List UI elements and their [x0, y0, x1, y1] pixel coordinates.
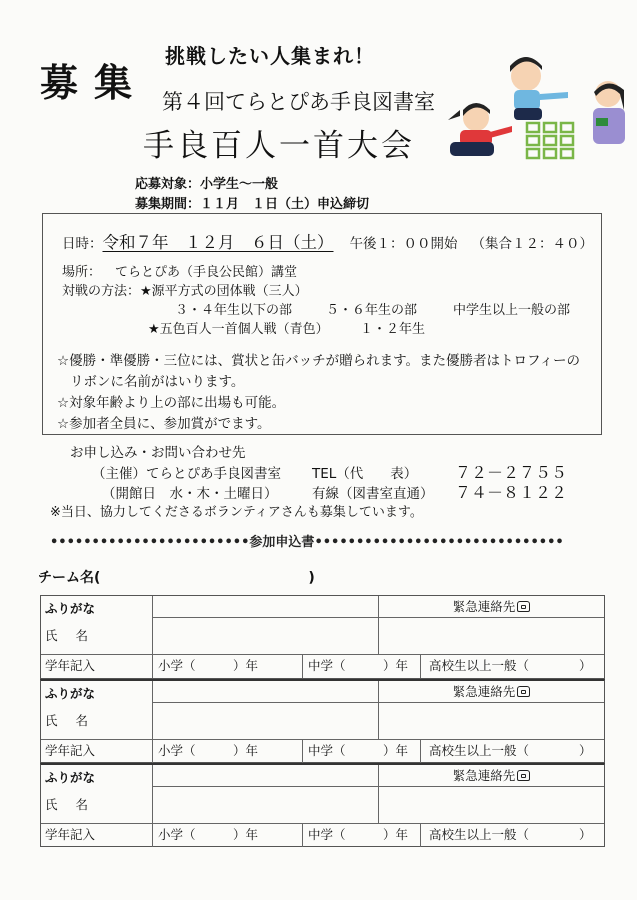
grade-label: 学年記入 [41, 823, 153, 847]
tel-number: ７２－２７５５ [455, 463, 568, 482]
grade-label: 学年記入 [41, 654, 153, 678]
period-label: 募集期間： [135, 197, 201, 212]
karuta-children-illustration [430, 50, 630, 165]
opening-days: （開館日 水・木・土曜日） [102, 486, 278, 502]
emergency-contact-input[interactable] [379, 618, 604, 654]
target-value: 小学生～一般 [200, 177, 279, 192]
grade-junior-high[interactable]: 中学（ ）年 [303, 823, 421, 847]
entry-block-3 [40, 763, 605, 847]
entry-block-1 [40, 595, 605, 679]
form-title: 参加申込書 [249, 535, 315, 550]
emergency-label-text: 緊急連絡先 [452, 768, 516, 783]
target-label: 応募対象： [135, 177, 201, 192]
gather-time: （集合１２：４０） [471, 236, 593, 252]
eligibility [135, 175, 369, 215]
grade-elementary[interactable]: 小学（ ）年 [153, 654, 303, 678]
furigana-label: ふりがな [45, 770, 96, 785]
volunteer-note: ※当日、協力してくださるボランティアさんも募集しています。 [50, 505, 423, 520]
grade-elementary[interactable]: 小学（ ）年 [153, 739, 303, 763]
emergency-contact-input[interactable] [379, 787, 604, 823]
furigana-input[interactable] [153, 765, 379, 787]
team-name-field[interactable] [38, 567, 315, 587]
note-1: ☆優勝・準優勝・三位には、賞状と缶バッチが贈られます。また優勝者はトロフィーの [57, 353, 580, 369]
emergency-label-text: 緊急連絡先 [452, 684, 516, 699]
contact-heading: お申し込み・お問い合わせ先 [70, 445, 246, 461]
place-label: 場所： [62, 265, 102, 280]
event-place [62, 261, 297, 280]
team-name-label: チーム名( [38, 570, 101, 586]
period-value: １１月 １日（土）申込締切 [200, 197, 370, 212]
furigana-label: ふりがな [45, 686, 96, 701]
furigana-label: ふりがな [45, 601, 96, 616]
emergency-contact-label [379, 681, 604, 703]
notes [57, 351, 580, 435]
grade-elementary[interactable]: 小学（ ）年 [153, 823, 303, 847]
division-1: ３・４年生以下の部 [175, 303, 293, 318]
grade-high-school-general[interactable]: 高校生以上一般（ ） [429, 827, 592, 842]
individual-grades: １・２年生 [360, 322, 426, 337]
grade-junior-high[interactable]: 中学（ ）年 [303, 654, 421, 678]
method-team [62, 280, 308, 299]
method-individual: ★五色百人一首個人戦（青色） [148, 322, 329, 337]
emergency-contact-label [379, 765, 604, 787]
emergency-contact-input[interactable] [379, 703, 604, 739]
grade-high-school-general[interactable]: 高校生以上一般（ ） [429, 658, 592, 673]
method-team-value: ★源平方式の団体戦（三人） [140, 284, 308, 299]
divider-dots-right: •••••••••••••••••••••••••••••• [314, 535, 564, 550]
entry-block-2 [40, 679, 605, 763]
place-value: てらとぴあ（手良公民館）講堂 [115, 265, 298, 280]
team-name-close: ) [308, 570, 315, 586]
division-2: ５・６年生の部 [326, 303, 418, 318]
event-date: 令和７年 １２月 ６日（土） [102, 233, 334, 252]
grade-junior-high[interactable]: 中学（ ）年 [303, 739, 421, 763]
furigana-input[interactable] [153, 596, 379, 618]
furigana-input[interactable] [153, 681, 379, 703]
divider-dots-left: •••••••••••••••••••••••• [50, 535, 250, 550]
start-time: 午後１：００開始 [349, 236, 458, 252]
tagline: 挑戦したい人集まれ！ [165, 44, 375, 68]
direct-number: ７４－８１２２ [455, 483, 568, 502]
name-label: 氏名 [45, 797, 107, 812]
phone-icon [517, 770, 530, 781]
subtitle: 第４回てらとぴあ手良図書室 [162, 90, 435, 114]
direct-label: 有線（図書室直通） [312, 486, 434, 502]
name-label: 氏名 [45, 628, 107, 643]
tel-label: TEL（代 表） [312, 466, 418, 482]
application-form-divider [50, 531, 564, 550]
boshu-heading: 募集 [40, 60, 149, 105]
page-title: 手良百人一首大会 [143, 128, 415, 164]
note-3: ☆参加者全員に、参加賞がでます。 [57, 416, 271, 432]
name-label: 氏名 [45, 713, 107, 728]
note-1-cont: リボンに名前がはいります。 [70, 374, 245, 390]
method-label: 対戦の方法： [62, 284, 141, 299]
grade-high-school-general[interactable]: 高校生以上一般（ ） [429, 743, 592, 758]
organizer: （主催）てらとぴあ手良図書室 [92, 466, 281, 482]
name-input[interactable] [153, 618, 379, 654]
datetime-label: 日時： [62, 236, 103, 252]
phone-icon [517, 601, 530, 612]
grade-label: 学年記入 [41, 739, 153, 763]
event-datetime [62, 229, 593, 253]
phone-icon [517, 686, 530, 697]
division-3: 中学生以上一般の部 [453, 303, 571, 318]
name-input[interactable] [153, 703, 379, 739]
note-2: ☆対象年齢より上の部に出場も可能。 [57, 395, 286, 411]
emergency-label-text: 緊急連絡先 [452, 599, 516, 614]
emergency-contact-label [379, 596, 604, 618]
name-input[interactable] [153, 787, 379, 823]
